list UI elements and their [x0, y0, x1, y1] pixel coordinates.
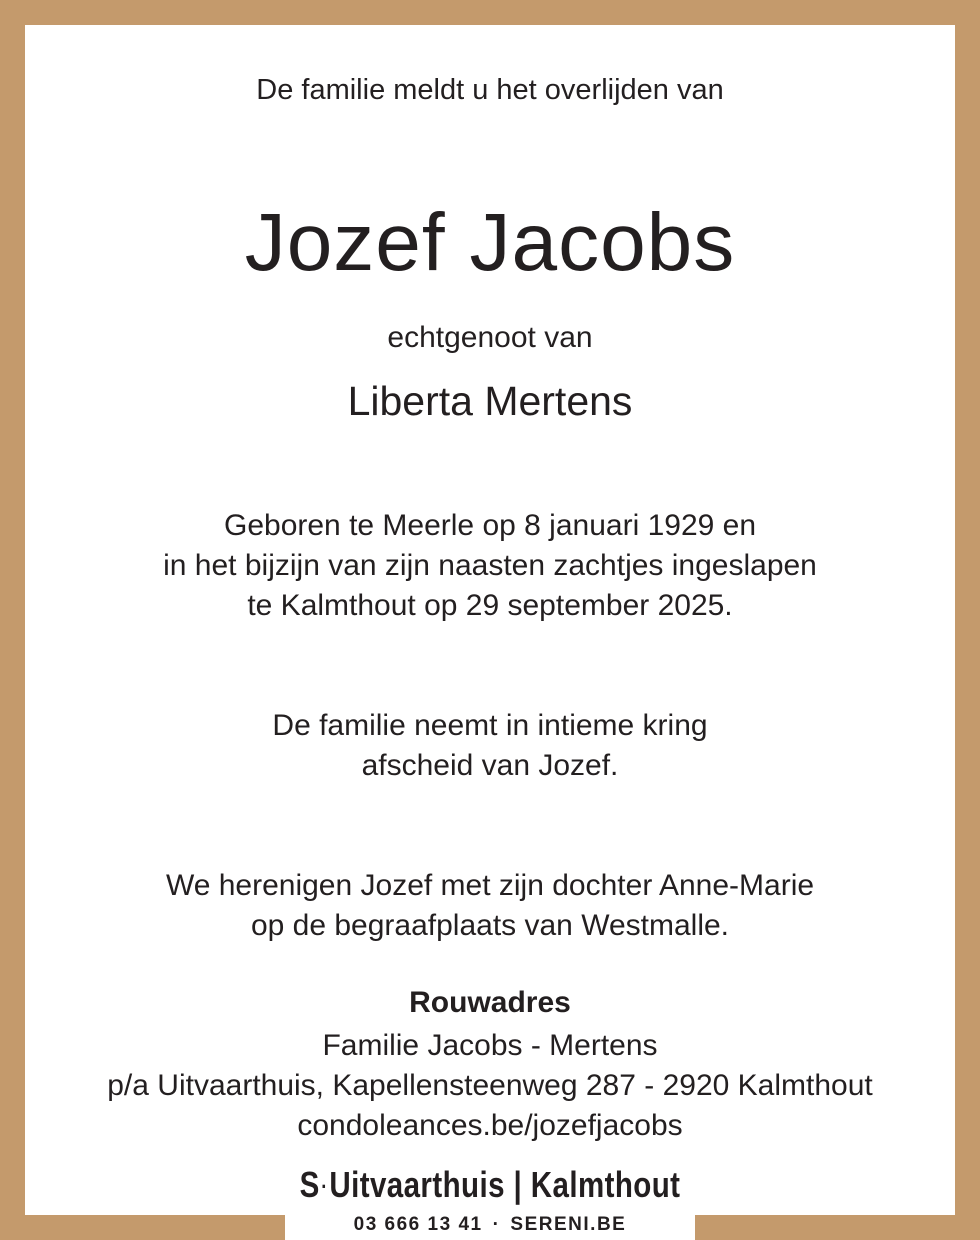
intro-text: De familie meldt u het overlijden van: [256, 74, 724, 106]
burial-paragraph: [0, 866, 980, 946]
condolence-link[interactable]: condoleances.be/jozefjacobs: [297, 1109, 683, 1142]
birth-death-line: Geboren te Meerle op 8 januari 1929 en: [223, 509, 757, 542]
brand-separator: ·: [321, 1174, 328, 1200]
phone-number[interactable]: 03 666 13 41: [353, 1214, 483, 1235]
contact-separator: ·: [492, 1214, 501, 1235]
spouse-name: Liberta Mertens: [347, 378, 633, 424]
spouse-label: echtgenoot van: [387, 321, 593, 354]
footer-contact: [0, 1214, 980, 1236]
farewell-line: afscheid van Jozef.: [361, 749, 619, 782]
birth-death-line: te Kalmthout op 29 september 2025.: [247, 589, 733, 622]
brand-mark: S: [299, 1164, 320, 1205]
website-link[interactable]: SERENI.BE: [510, 1214, 627, 1235]
farewell-paragraph: [0, 706, 980, 786]
burial-line: op de begraafplaats van Westmalle.: [250, 909, 730, 942]
birth-death-paragraph: [0, 506, 980, 626]
birth-death-line: in het bijzijn van zijn naasten zachtjes ingeslapen: [163, 549, 817, 582]
address-block: [0, 1026, 980, 1146]
burial-line: We herenigen Jozef met zijn dochter Anne-Marie: [165, 869, 815, 902]
brand-name: Uitvaarthuis | Kalmthout: [329, 1164, 681, 1205]
funeral-home-brand: [88, 1164, 892, 1206]
deceased-name: Jozef Jacobs: [244, 197, 736, 288]
farewell-line: De familie neemt in intieme kring: [272, 709, 708, 742]
address-heading: Rouwadres: [409, 986, 571, 1019]
address-family: Familie Jacobs - Mertens: [322, 1029, 658, 1062]
address-street: p/a Uitvaarthuis, Kapellensteenweg 287 - 2920 Kalmthout: [107, 1069, 873, 1102]
